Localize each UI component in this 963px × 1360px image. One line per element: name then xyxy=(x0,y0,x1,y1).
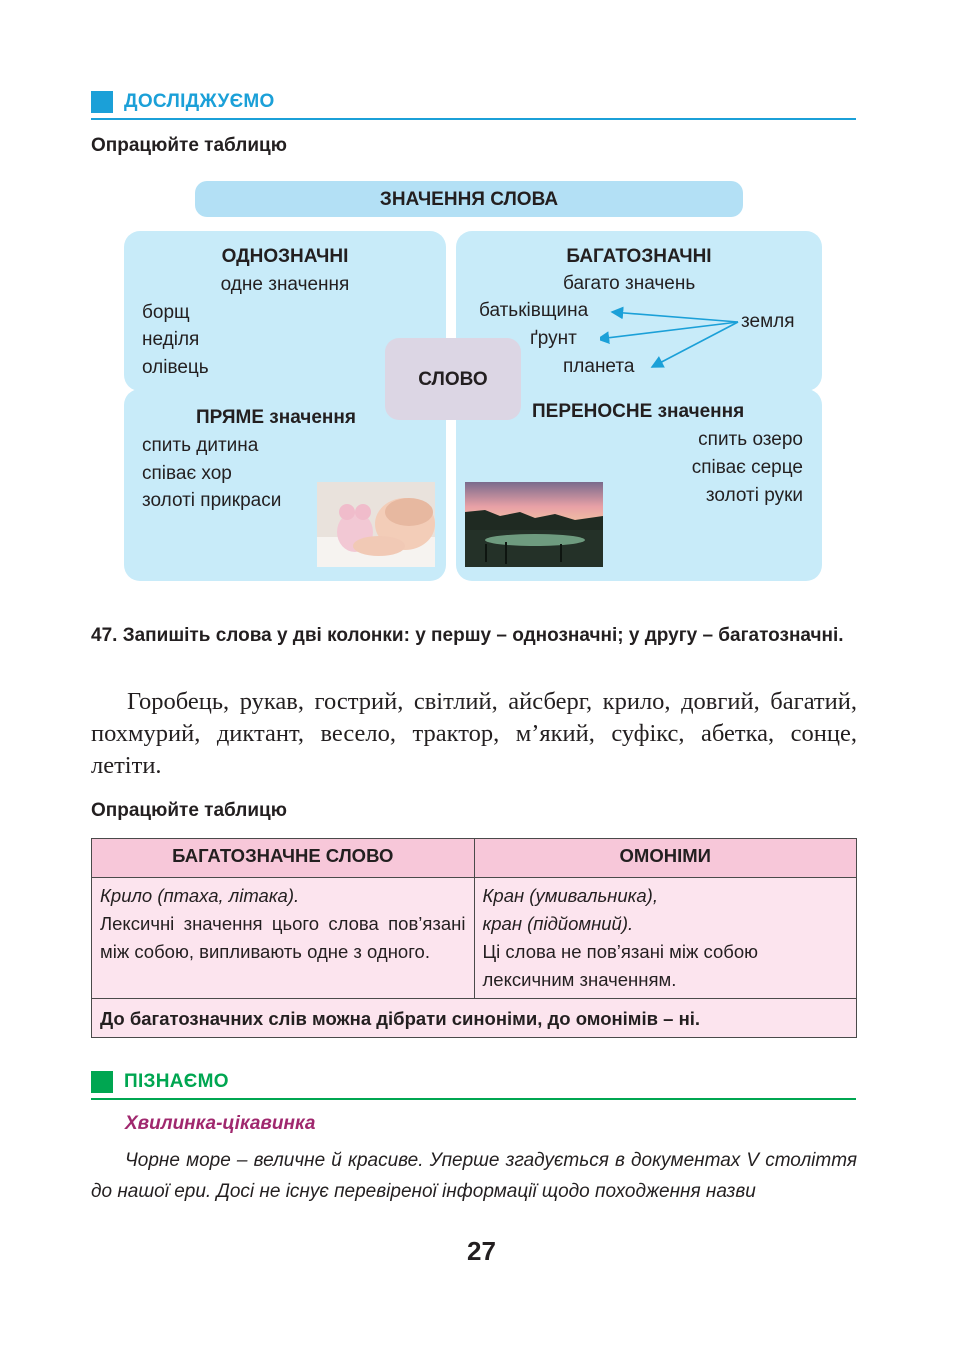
table-row xyxy=(92,878,857,999)
literal-title: ПРЯМЕ значення xyxy=(196,407,356,428)
center-word: СЛОВО xyxy=(385,338,521,420)
multi-meaning: планета xyxy=(563,356,635,377)
page-number: 27 xyxy=(467,1236,496,1266)
single-title: ОДНОЗНАЧНІ xyxy=(221,246,349,267)
table-header: ОМОНІМИ xyxy=(474,839,857,878)
single-word: олівець xyxy=(142,357,209,378)
table-cell-homonyms xyxy=(474,878,857,999)
table-row xyxy=(92,999,857,1038)
arrow-to-planet xyxy=(652,322,738,367)
homonym-example: кран (підйомний). xyxy=(482,913,634,934)
table-footer: До багатозначних слів можна дібрати синоніми, до омонімів – ні. xyxy=(92,999,857,1038)
figurative-title: ПЕРЕНОСНЕ значення xyxy=(532,401,745,422)
multi-subtitle: багато значень xyxy=(563,273,696,294)
literal-phrase: спить дитина xyxy=(142,435,259,456)
section-marker xyxy=(91,1071,113,1093)
polysemy-example: Крило (птаха, літака). xyxy=(100,885,300,906)
diagram-banner: ЗНАЧЕННЯ СЛОВА xyxy=(195,181,743,217)
sleeping-baby-image xyxy=(317,482,435,567)
literal-phrase: співає хор xyxy=(142,463,232,484)
single-subtitle: одне значення xyxy=(220,274,350,295)
section-header-explore xyxy=(91,89,856,119)
section-marker xyxy=(91,91,113,113)
fact-text: Чорне море – величне й красиве. Уперше згадується в документах V століття до нашої ери. Досі не існує перевіреної інформації щодо походження назви xyxy=(91,1150,857,1202)
section-rule xyxy=(91,1098,856,1100)
arrow-to-homeland xyxy=(612,312,738,322)
table-header-row xyxy=(92,839,857,878)
table-cell-polysemy xyxy=(92,878,475,999)
multi-meaning: батьківщина xyxy=(479,300,589,321)
exercise-task: 47. Запишіть слова у дві колонки: у першу – однозначні; у другу – багатозначні. xyxy=(91,625,844,646)
subheading: Опрацюйте таблицю xyxy=(91,800,287,821)
homonym-example: Кран (умивальника), xyxy=(482,885,658,906)
multi-source-word: земля xyxy=(741,311,795,332)
single-word: борщ xyxy=(142,302,190,323)
literal-phrase: золоті прикраси xyxy=(142,490,282,511)
arrow-to-soil xyxy=(600,322,738,339)
multi-title: БАГАТОЗНАЧНІ xyxy=(566,246,712,267)
section-title: ДОСЛІДЖУЄМО xyxy=(124,91,275,112)
lake-sunset-image xyxy=(465,482,603,567)
exercise-word-list: Горобець, рукав, гострий, світлий, айсберг, крило, довгий, багатий, похмурий, диктант, весело, трактор, м’який, суфікс, абетка, сонце, летіти. xyxy=(91,688,857,779)
meaning-arrows xyxy=(600,300,745,375)
homonym-explanation: Ці слова не пов’язані між собою лексичним значенням. xyxy=(482,941,759,990)
single-word: неділя xyxy=(142,329,200,350)
multi-meaning: ґрунт xyxy=(530,328,577,349)
figurative-phrase: спить озеро xyxy=(698,429,803,450)
figurative-phrase: золоті руки xyxy=(705,485,803,506)
table-header: БАГАТОЗНАЧНЕ СЛОВО xyxy=(92,839,475,878)
fact-title: Хвилинка-цікавинка xyxy=(125,1113,316,1134)
figurative-phrase: співає серце xyxy=(691,457,803,478)
subheading: Опрацюйте таблицю xyxy=(91,135,287,156)
section-rule xyxy=(91,118,856,120)
section-header-learn xyxy=(91,1069,856,1099)
section-title: ПІЗНАЄМО xyxy=(124,1071,229,1092)
comparison-table xyxy=(91,838,857,1038)
polysemy-explanation: Лексичні значення цього слова пов’язані між собою, випливають одне з одного. xyxy=(100,913,466,962)
